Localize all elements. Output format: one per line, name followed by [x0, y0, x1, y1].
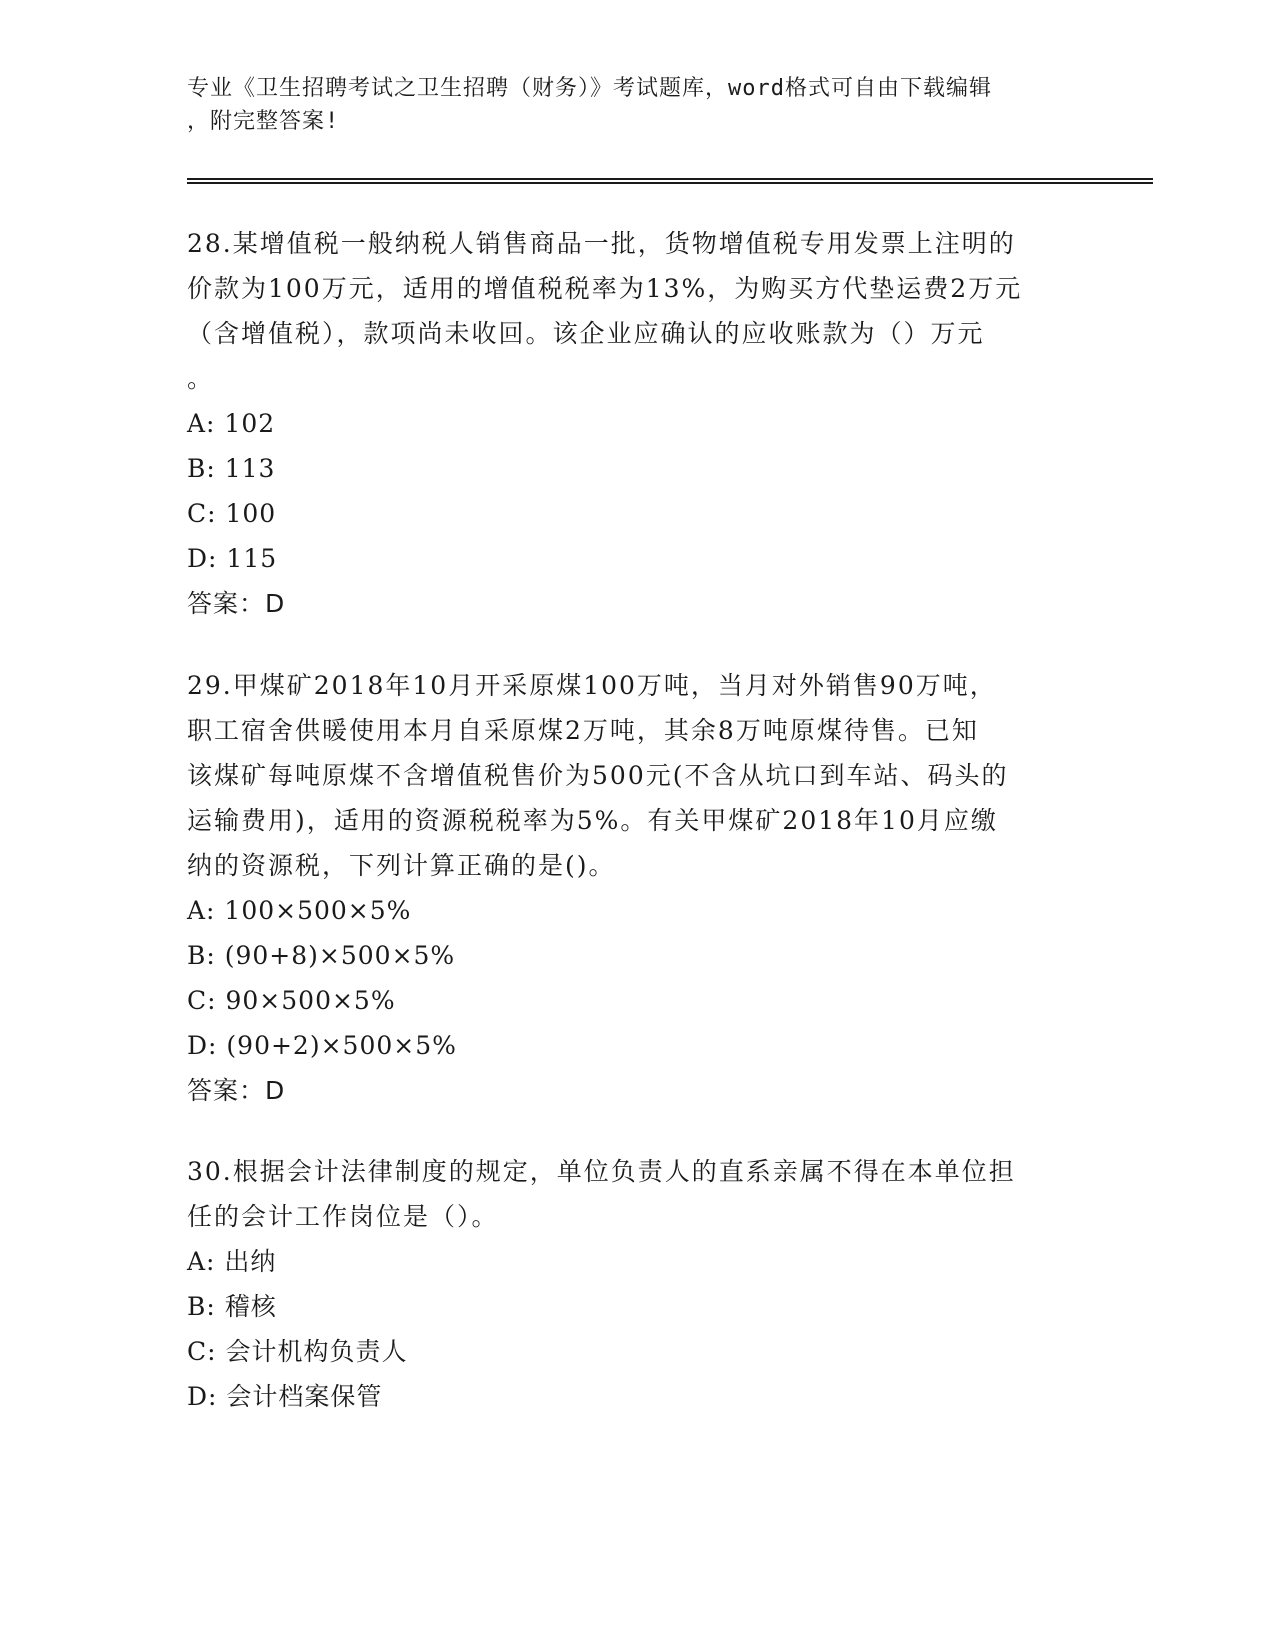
option-d: D: 115	[187, 544, 278, 573]
header-double-rule	[187, 178, 1153, 184]
option-a: A: 出纳	[187, 1247, 277, 1276]
stem-line: 该煤矿每吨原煤不含增值税售价为500元(不含从坑口到车站、码头的	[187, 761, 1009, 790]
option-b: B: 113	[187, 454, 276, 483]
answer-label: 答案：D	[187, 1076, 286, 1105]
option-c: C: 100	[187, 499, 277, 528]
stem-line: 价款为100万元，适用的增值税税率为13%，为购买方代垫运费2万元	[187, 274, 1023, 303]
option-d: D: (90+2)×500×5%	[187, 1031, 457, 1060]
stem-line: 29.甲煤矿2018年10月开采原煤100万吨，当月对外销售90万吨，	[187, 671, 997, 700]
header-line-1: 专业《卫生招聘考试之卫生招聘（财务）》考试题库，word格式可自由下载编辑	[187, 76, 992, 101]
answer-label: 答案：D	[187, 589, 286, 618]
question-stem	[187, 221, 1087, 401]
option-c: C: 会计机构负责人	[187, 1337, 408, 1366]
question-29	[187, 663, 1087, 1113]
header-line-2: ，附完整答案!	[187, 109, 340, 134]
stem-line: 职工宿舍供暖使用本月自采原煤2万吨，其余8万吨原煤待售。已知	[187, 716, 979, 745]
question-30	[187, 1149, 1087, 1419]
stem-line: 28.某增值税一般纳税人销售商品一批，货物增值税专用发票上注明的	[187, 229, 1016, 258]
option-d: D: 会计档案保管	[187, 1382, 383, 1411]
document-header	[187, 72, 1087, 138]
stem-line: 运输费用)，适用的资源税税率为5%。有关甲煤矿2018年10月应缴	[187, 806, 998, 835]
question-28	[187, 221, 1087, 626]
option-a: A: 102	[187, 409, 276, 438]
option-a: A: 100×500×5%	[187, 896, 412, 925]
stem-line: （含增值税），款项尚未收回。该企业应确认的应收账款为（）万元	[187, 319, 985, 348]
question-stem	[187, 663, 1087, 888]
option-c: C: 90×500×5%	[187, 986, 396, 1015]
stem-line: 30.根据会计法律制度的规定，单位负责人的直系亲属不得在本单位担	[187, 1157, 1016, 1186]
option-b: B: (90+8)×500×5%	[187, 941, 456, 970]
question-stem	[187, 1149, 1087, 1239]
stem-line: 纳的资源税，下列计算正确的是()。	[187, 851, 616, 880]
stem-line: 任的会计工作岗位是（）。	[187, 1202, 499, 1231]
option-b: B: 稽核	[187, 1292, 277, 1321]
stem-line: 。	[187, 364, 215, 393]
